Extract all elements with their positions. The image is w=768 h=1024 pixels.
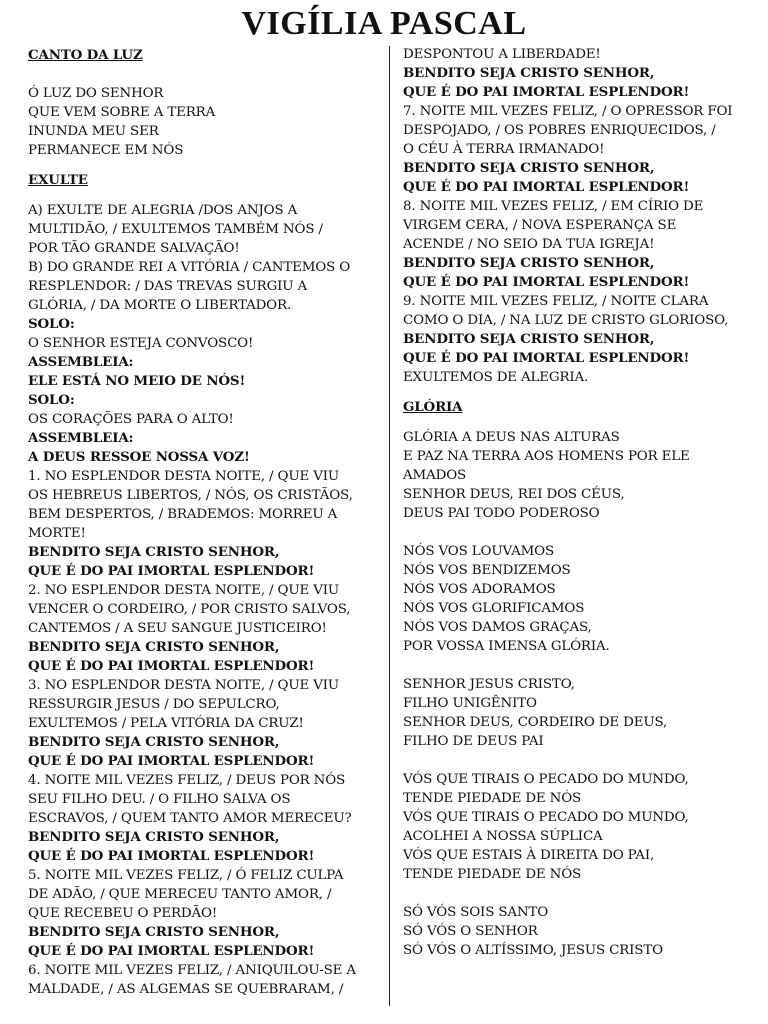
- text-line: QUE VEM SOBRE A TERRA: [28, 105, 216, 120]
- text-line: VÓS QUE TIRAIS O PECADO DO MUNDO,: [403, 772, 689, 787]
- text-line: GLÓRIA, / DA MORTE O LIBERTADOR.: [28, 298, 292, 313]
- text-line: 5. NOITE MIL VEZES FELIZ, / Ó FELIZ CULPA: [28, 868, 344, 883]
- spacer: [28, 160, 380, 171]
- text-line: SÓ VÓS SOIS SANTO: [403, 905, 549, 920]
- text-line: 1. NO ESPLENDOR DESTA NOITE, / QUE VIU: [28, 469, 339, 484]
- text-line: Ó LUZ DO SENHOR: [28, 86, 164, 101]
- bold-line: ELE ESTÁ NO MEIO DE NÓS!: [28, 373, 246, 389]
- column-divider: [389, 46, 390, 1006]
- spacer: [403, 417, 747, 428]
- text-line: 6. NOITE MIL VEZES FELIZ, / ANIQUILOU-SE A: [28, 963, 356, 978]
- page-title: VIGÍLIA PASCAL: [241, 5, 527, 42]
- text-line: ESCRAVOS, / QUEM TANTO AMOR MERECEU?: [28, 811, 352, 826]
- left-column: [28, 46, 380, 999]
- text-line: B) DO GRANDE REI A VITÓRIA / CANTEMOS O: [28, 260, 351, 275]
- text-line: MALDADE, / AS ALGEMAS SE QUEBRARAM, /: [28, 982, 344, 997]
- text-line: 8. NOITE MIL VEZES FELIZ, / EM CÍRIO DE: [403, 199, 704, 214]
- text-line: NÓS VOS ADORAMOS: [403, 582, 556, 597]
- text-line: EXULTEMOS / PELA VITÓRIA DA CRUZ!: [28, 716, 304, 731]
- text-line: AMADOS: [403, 468, 467, 483]
- bold-line: BENDITO SEJA CRISTO SENHOR,: [403, 255, 655, 271]
- bold-line: BENDITO SEJA CRISTO SENHOR,: [403, 331, 655, 347]
- bold-line: BENDITO SEJA CRISTO SENHOR,: [28, 734, 280, 750]
- bold-line: QUE É DO PAI IMORTAL ESPLENDOR!: [403, 274, 690, 290]
- text-line: VÓS QUE TIRAIS O PECADO DO MUNDO,: [403, 810, 689, 825]
- text-line: TENDE PIEDADE DE NÓS: [403, 791, 582, 806]
- bold-line: QUE É DO PAI IMORTAL ESPLENDOR!: [28, 563, 315, 579]
- text-line: 3. NO ESPLENDOR DESTA NOITE, / QUE VIU: [28, 678, 339, 693]
- text-line: INUNDA MEU SER: [28, 124, 159, 139]
- text-line: O SENHOR ESTEJA CONVOSCO!: [28, 336, 254, 351]
- bold-line: QUE É DO PAI IMORTAL ESPLENDOR!: [28, 753, 315, 769]
- text-line: NÓS VOS GLORIFICAMOS: [403, 601, 585, 616]
- spacer: [28, 65, 380, 84]
- spacer: [403, 751, 747, 770]
- text-line: SENHOR DEUS, REI DOS CÉUS,: [403, 487, 625, 502]
- bold-line: SOLO:: [28, 316, 75, 332]
- spacer: [403, 523, 747, 542]
- text-line: SEU FILHO DEU. / O FILHO SALVA OS: [28, 792, 291, 807]
- section-heading: GLÓRIA: [403, 399, 463, 415]
- bold-line: QUE É DO PAI IMORTAL ESPLENDOR!: [403, 84, 690, 100]
- text-line: 9. NOITE MIL VEZES FELIZ, / NOITE CLARA: [403, 294, 709, 309]
- text-line: E PAZ NA TERRA AOS HOMENS POR ELE: [403, 449, 690, 464]
- bold-line: QUE É DO PAI IMORTAL ESPLENDOR!: [403, 179, 690, 195]
- spacer: [28, 190, 380, 201]
- text-line: 2. NO ESPLENDOR DESTA NOITE, / QUE VIU: [28, 583, 339, 598]
- bold-line: BENDITO SEJA CRISTO SENHOR,: [28, 924, 280, 940]
- text-line: EXULTEMOS DE ALEGRIA.: [403, 370, 589, 385]
- bold-line: BENDITO SEJA CRISTO SENHOR,: [403, 65, 655, 81]
- text-line: FILHO DE DEUS PAI: [403, 734, 544, 749]
- bold-line: QUE É DO PAI IMORTAL ESPLENDOR!: [28, 943, 315, 959]
- bold-line: A DEUS RESSOE NOSSA VOZ!: [28, 449, 250, 465]
- section-heading: CANTO DA LUZ: [28, 47, 143, 63]
- text-line: RESPLENDOR: / DAS TREVAS SURGIU A: [28, 279, 308, 294]
- text-line: MORTE!: [28, 526, 86, 541]
- text-line: DESPONTOU A LIBERDADE!: [403, 47, 601, 62]
- text-line: DEUS PAI TODO PODEROSO: [403, 506, 600, 521]
- text-line: CANTEMOS / A SEU SANGUE JUSTICEIRO!: [28, 621, 327, 636]
- text-line: TENDE PIEDADE DE NÓS: [403, 867, 582, 882]
- text-line: SÓ VÓS O ALTÍSSIMO, JESUS CRISTO: [403, 943, 663, 958]
- text-line: ACOLHEI A NOSSA SÚPLICA: [403, 829, 603, 844]
- section-heading: EXULTE: [28, 172, 88, 188]
- text-line: OS HEBREUS LIBERTOS, / NÓS, OS CRISTÃOS,: [28, 488, 353, 503]
- bold-line: QUE É DO PAI IMORTAL ESPLENDOR!: [403, 350, 690, 366]
- text-line: SÓ VÓS O SENHOR: [403, 924, 538, 939]
- text-line: 7. NOITE MIL VEZES FELIZ, / O OPRESSOR FOI: [403, 104, 733, 119]
- text-line: NÓS VOS BENDIZEMOS: [403, 563, 571, 578]
- text-line: NÓS VOS DAMOS GRAÇAS,: [403, 620, 592, 635]
- bold-line: SOLO:: [28, 392, 75, 408]
- text-line: SENHOR JESUS CRISTO,: [403, 677, 575, 692]
- spacer: [403, 884, 747, 903]
- text-line: RESSURGIR JESUS / DO SEPULCRO,: [28, 697, 280, 712]
- text-line: NÓS VOS LOUVAMOS: [403, 544, 555, 559]
- text-line: DE ADÃO, / QUE MERECEU TANTO AMOR, /: [28, 887, 332, 902]
- bold-line: BENDITO SEJA CRISTO SENHOR,: [403, 160, 655, 176]
- text-line: GLÓRIA A DEUS NAS ALTURAS: [403, 430, 620, 445]
- text-line: PERMANECE EM NÓS: [28, 143, 184, 158]
- bold-line: BENDITO SEJA CRISTO SENHOR,: [28, 544, 280, 560]
- bold-line: BENDITO SEJA CRISTO SENHOR,: [28, 639, 280, 655]
- text-line: VÓS QUE ESTAIS À DIREITA DO PAI,: [403, 848, 655, 863]
- text-line: BEM DESPERTOS, / BRADEMOS: MORREU A: [28, 507, 338, 522]
- text-line: OS CORAÇÕES PARA O ALTO!: [28, 412, 234, 427]
- text-line: MULTIDÃO, / EXULTEMOS TAMBÉM NÓS /: [28, 222, 323, 237]
- bold-line: ASSEMBLEIA:: [28, 430, 134, 446]
- text-line: QUE RECEBEU O PERDÃO!: [28, 906, 218, 921]
- text-line: 4. NOITE MIL VEZES FELIZ, / DEUS POR NÓS: [28, 773, 346, 788]
- text-line: SENHOR DEUS, CORDEIRO DE DEUS,: [403, 715, 668, 730]
- bold-line: ASSEMBLEIA:: [28, 354, 134, 370]
- text-line: POR VOSSA IMENSA GLÓRIA.: [403, 639, 610, 654]
- text-line: A) EXULTE DE ALEGRIA /DOS ANJOS A: [28, 203, 298, 218]
- spacer: [403, 387, 747, 398]
- text-line: POR TÃO GRANDE SALVAÇÃO!: [28, 241, 240, 256]
- text-line: O CÉU À TERRA IRMANADO!: [403, 142, 605, 157]
- text-line: FILHO UNIGÊNITO: [403, 696, 537, 711]
- bold-line: BENDITO SEJA CRISTO SENHOR,: [28, 829, 280, 845]
- bold-line: QUE É DO PAI IMORTAL ESPLENDOR!: [28, 848, 315, 864]
- text-line: DESPOJADO, / OS POBRES ENRIQUECIDOS, /: [403, 123, 716, 138]
- spacer: [403, 656, 747, 675]
- bold-line: QUE É DO PAI IMORTAL ESPLENDOR!: [28, 658, 315, 674]
- text-line: COMO O DIA, / NA LUZ DE CRISTO GLORIOSO,: [403, 313, 729, 328]
- text-line: ACENDE / NO SEIO DA TUA IGREJA!: [403, 237, 655, 252]
- text-line: VIRGEM CERA, / NOVA ESPERANÇA SE: [403, 218, 677, 233]
- text-line: VENCER O CORDEIRO, / POR CRISTO SALVOS,: [28, 602, 351, 617]
- right-column: [403, 45, 747, 960]
